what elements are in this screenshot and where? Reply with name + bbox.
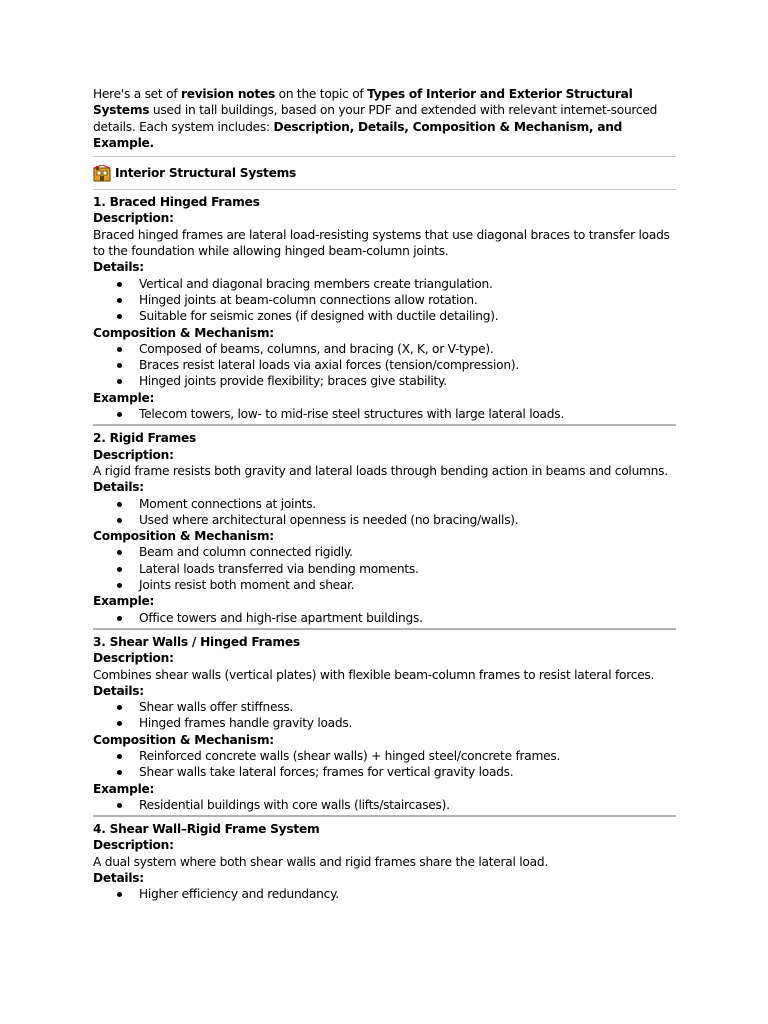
system-braced-hinged-frames <box>93 190 676 424</box>
intro-text-1: Here's a set of <box>93 87 181 101</box>
description-text: A rigid frame resists both gravity and lateral loads through bending action in beams and columns. <box>93 463 668 478</box>
example-label: Example: <box>93 781 155 796</box>
description-text: Braced hinged frames are lateral load-resisting systems that use diagonal braces to transfer loads to the foundation while allowing hinged beam-column joints. <box>93 227 670 259</box>
description-label: Description: <box>93 211 174 226</box>
system-title: 2. Rigid Frames <box>93 431 197 446</box>
composition-label: Composition & Mechanism: <box>93 732 274 747</box>
list-item: Vertical and diagonal bracing members create triangulation. <box>139 276 676 292</box>
list-item: Shear walls offer stiffness. <box>139 699 676 715</box>
details-list <box>93 886 676 902</box>
intro-bold-3: Description, Details, Composition & Mechanism, and Example. <box>93 119 623 150</box>
details-label: Details: <box>93 260 144 275</box>
composition-list <box>93 341 676 390</box>
details-list <box>93 276 676 325</box>
system-rigid-frames <box>93 426 676 628</box>
list-item: Beam and column connected rigidly. <box>139 544 676 560</box>
list-item: Joints resist both moment and shear. <box>139 577 676 593</box>
intro-paragraph <box>93 86 676 151</box>
list-item: Used where architectural openness is needed (no bracing/walls). <box>139 512 676 528</box>
composition-label: Composition & Mechanism: <box>93 325 274 340</box>
system-title: 4. Shear Wall–Rigid Frame System <box>93 822 320 837</box>
section-header <box>93 157 676 189</box>
intro-text-2: on the topic of <box>274 87 368 101</box>
details-label: Details: <box>93 480 144 495</box>
document-page <box>93 86 676 905</box>
example-label: Example: <box>93 390 155 405</box>
description-text: Combines shear walls (vertical plates) with flexible beam-column frames to resist lateral forces. <box>93 667 655 682</box>
example-label: Example: <box>93 594 155 609</box>
system-shear-wall-rigid-frame <box>93 817 676 904</box>
composition-label: Composition & Mechanism: <box>93 529 274 544</box>
list-item: Braces resist lateral loads via axial forces (tension/compression). <box>139 357 676 373</box>
list-item: Telecom towers, low- to mid-rise steel structures with large lateral loads. <box>139 406 676 422</box>
description-text: A dual system where both shear walls and rigid frames share the lateral load. <box>93 854 548 869</box>
list-item: Moment connections at joints. <box>139 496 676 512</box>
section-title: Interior Structural Systems <box>115 166 297 181</box>
list-item: Hinged joints provide flexibility; braces give stability. <box>139 373 676 389</box>
intro-text-3: used in tall buildings, based on your PDF and extended with relevant internet-sourced details. Each system includes: <box>93 103 658 134</box>
list-item: Lateral loads transferred via bending moments. <box>139 561 676 577</box>
composition-list <box>93 748 676 781</box>
composition-list <box>93 544 676 593</box>
intro-bold-1: revision notes <box>180 87 275 101</box>
system-title: 1. Braced Hinged Frames <box>93 195 260 210</box>
system-title: 3. Shear Walls / Hinged Frames <box>93 634 300 649</box>
description-label: Description: <box>93 447 174 462</box>
list-item: Hinged joints at beam-column connections allow rotation. <box>139 292 676 308</box>
list-item: Hinged frames handle gravity loads. <box>139 715 676 731</box>
example-list <box>93 797 676 813</box>
description-label: Description: <box>93 651 174 666</box>
details-list <box>93 699 676 732</box>
list-item: Composed of beams, columns, and bracing (X, K, or V-type). <box>139 341 676 357</box>
list-item: Residential buildings with core walls (lifts/staircases). <box>139 797 676 813</box>
details-list <box>93 496 676 529</box>
system-shear-walls-hinged-frames <box>93 630 676 815</box>
intro-bold-2: Types of Interior and Exterior Structural Systems <box>93 87 633 118</box>
list-item: Suitable for seismic zones (if designed with ductile detailing). <box>139 308 676 324</box>
example-list <box>93 610 676 626</box>
building-construction-icon <box>93 165 111 182</box>
list-item: Higher efficiency and redundancy. <box>139 886 676 902</box>
list-item: Reinforced concrete walls (shear walls) + hinged steel/concrete frames. <box>139 748 676 764</box>
description-label: Description: <box>93 838 174 853</box>
list-item: Shear walls take lateral forces; frames for vertical gravity loads. <box>139 764 676 780</box>
details-label: Details: <box>93 871 144 886</box>
list-item: Office towers and high-rise apartment buildings. <box>139 610 676 626</box>
example-list <box>93 406 676 422</box>
details-label: Details: <box>93 683 144 698</box>
